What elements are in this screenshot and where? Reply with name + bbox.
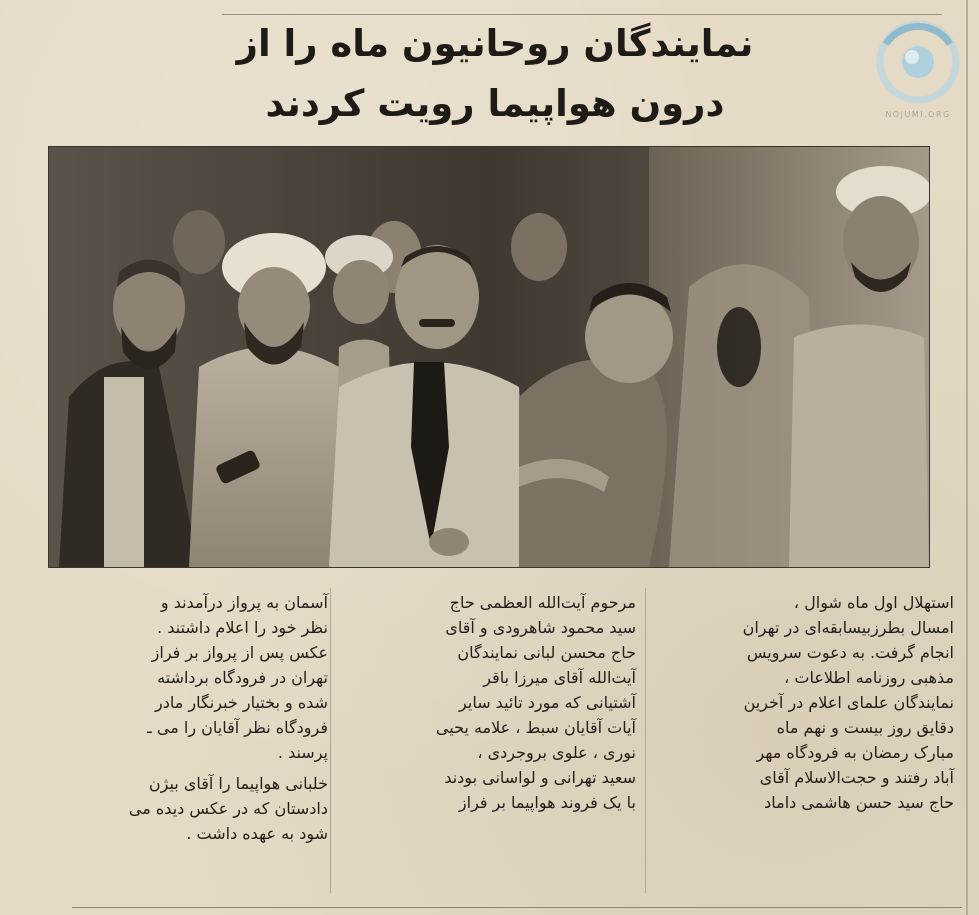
watermark <box>868 14 968 126</box>
article-column-middle <box>336 590 636 815</box>
text-line: استهلال اول ماه شوال ، <box>793 593 954 612</box>
text-line: امسال بطرزبیسابقه‌ای در تهران <box>742 618 954 637</box>
bottom-rule <box>72 907 962 908</box>
column-divider <box>645 588 646 893</box>
text-line: دقایق روز بیست و نهم ماه <box>776 718 954 737</box>
headline-line-1: نمایندگان روحانیون ماه را از <box>236 22 754 65</box>
right-rule <box>966 0 968 915</box>
text-line: مرحوم آیت‌الله العظمی حاج <box>449 593 636 612</box>
text-line: خلبانی هواپیما را آقای بیژن <box>148 774 328 793</box>
text-line: آباد رفتند و حجت‌الاسلام آقای <box>759 768 954 787</box>
headline <box>200 14 790 134</box>
text-line: دادستان که در عکس دیده می <box>128 799 328 818</box>
text-line: پرسند . <box>277 743 328 762</box>
text-line: آیات آقایان سبط ، علامه یحیی <box>435 718 636 737</box>
text-line: حاج محسن لبانی نمایندگان <box>457 643 636 662</box>
text-line: سعید تهرانی و لواسانی بودند <box>444 768 636 787</box>
text-line: آیت‌الله آقای میرزا باقر <box>483 668 636 687</box>
headline-line-2: درون هواپیما رویت کردند <box>265 82 725 125</box>
text-line: شده و بختیار خبرنگار مادر <box>154 693 328 712</box>
article-column-left <box>18 590 328 846</box>
text-line: نمایندگان علمای اعلام در آخرین <box>743 693 954 712</box>
text-line: نوری ، علوی بروجردی ، <box>477 743 636 762</box>
moon-ring-logo-icon <box>868 14 968 110</box>
text-line: تهران در فرودگاه برداشته <box>157 668 328 687</box>
text-line: حاج سید حسن هاشمی داماد <box>764 793 954 812</box>
text-line: شود به عهده داشت . <box>186 824 328 843</box>
photo-illustration <box>49 147 929 567</box>
column-divider <box>330 588 331 893</box>
text-line: فرودگاه نظر آقایان را می ـ <box>147 718 328 737</box>
text-line: عکس پس از پرواز بر فراز <box>151 643 328 662</box>
text-line: مبارک رمضان به فرودگاه مهر <box>756 743 954 762</box>
text-line: نظر خود را اعلام داشتند . <box>157 618 328 637</box>
news-photo <box>48 146 930 568</box>
text-line: انجام گرفت. به دعوت سرویس <box>746 643 954 662</box>
text-line: با یک فروند هواپیما بر فراز <box>458 793 636 812</box>
text-line: سید محمود شاهرودی و آقای <box>445 618 636 637</box>
text-line: آسمان به پرواز درآمدند و <box>160 593 328 612</box>
text-line: مذهبی روزنامه اطلاعات ، <box>784 668 954 687</box>
watermark-text: NOJUMI.ORG <box>885 110 951 119</box>
text-line: آشتیانی که مورد تائید سایر <box>459 693 636 712</box>
article-column-right <box>654 590 954 815</box>
